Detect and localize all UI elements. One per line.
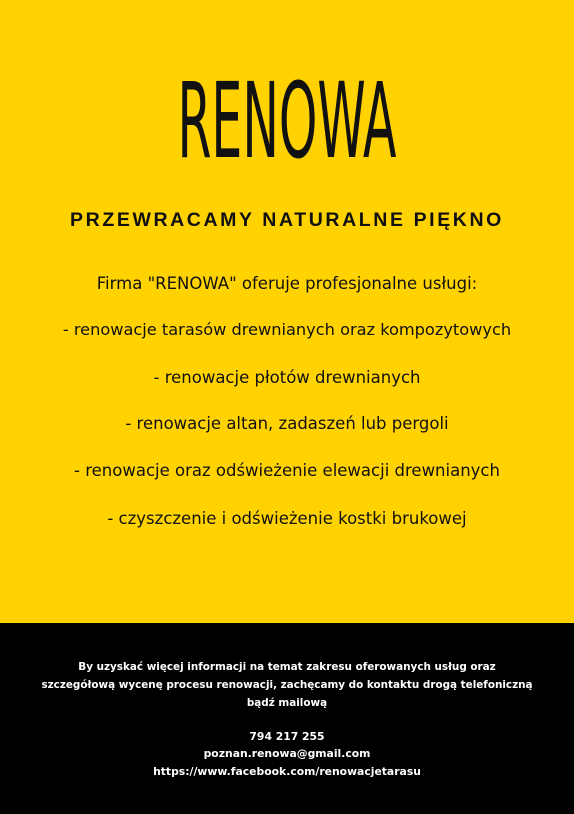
service-item: - czyszczenie i odświeżenie kostki brukowej [107, 509, 467, 528]
brand-name: RENOWA [177, 60, 397, 182]
service-item: - renowacje tarasów drewnianych oraz kompozytowych [62, 320, 512, 339]
brand-logo-text [0, 62, 574, 180]
tagline: PRZEWRACAMY NATURALNE PIĘKNO [70, 209, 504, 231]
phone-number: 794 217 255 [249, 730, 325, 743]
intro-text: Firma "RENOWA" oferuje profesjonalne usługi: [96, 274, 478, 293]
facebook-link: https://www.facebook.com/renowacjetarasu [153, 765, 421, 778]
service-item: - renowacje płotów drewnianych [153, 368, 421, 387]
service-item: - renowacje altan, zadaszeń lub pergoli [125, 414, 449, 433]
email-address: poznan.renowa@gmail.com [203, 747, 371, 760]
contact-info-text: By uzyskać więcej informacji na temat zakresu oferowanych usług oraz szczegółową wycenę procesu renowacji, zachęcamy do kontaktu drogą telefoniczną bądź mailową [41, 661, 533, 709]
footer-panel [0, 623, 574, 814]
service-item: - renowacje oraz odświeżenie elewacji drewnianych [74, 461, 500, 480]
